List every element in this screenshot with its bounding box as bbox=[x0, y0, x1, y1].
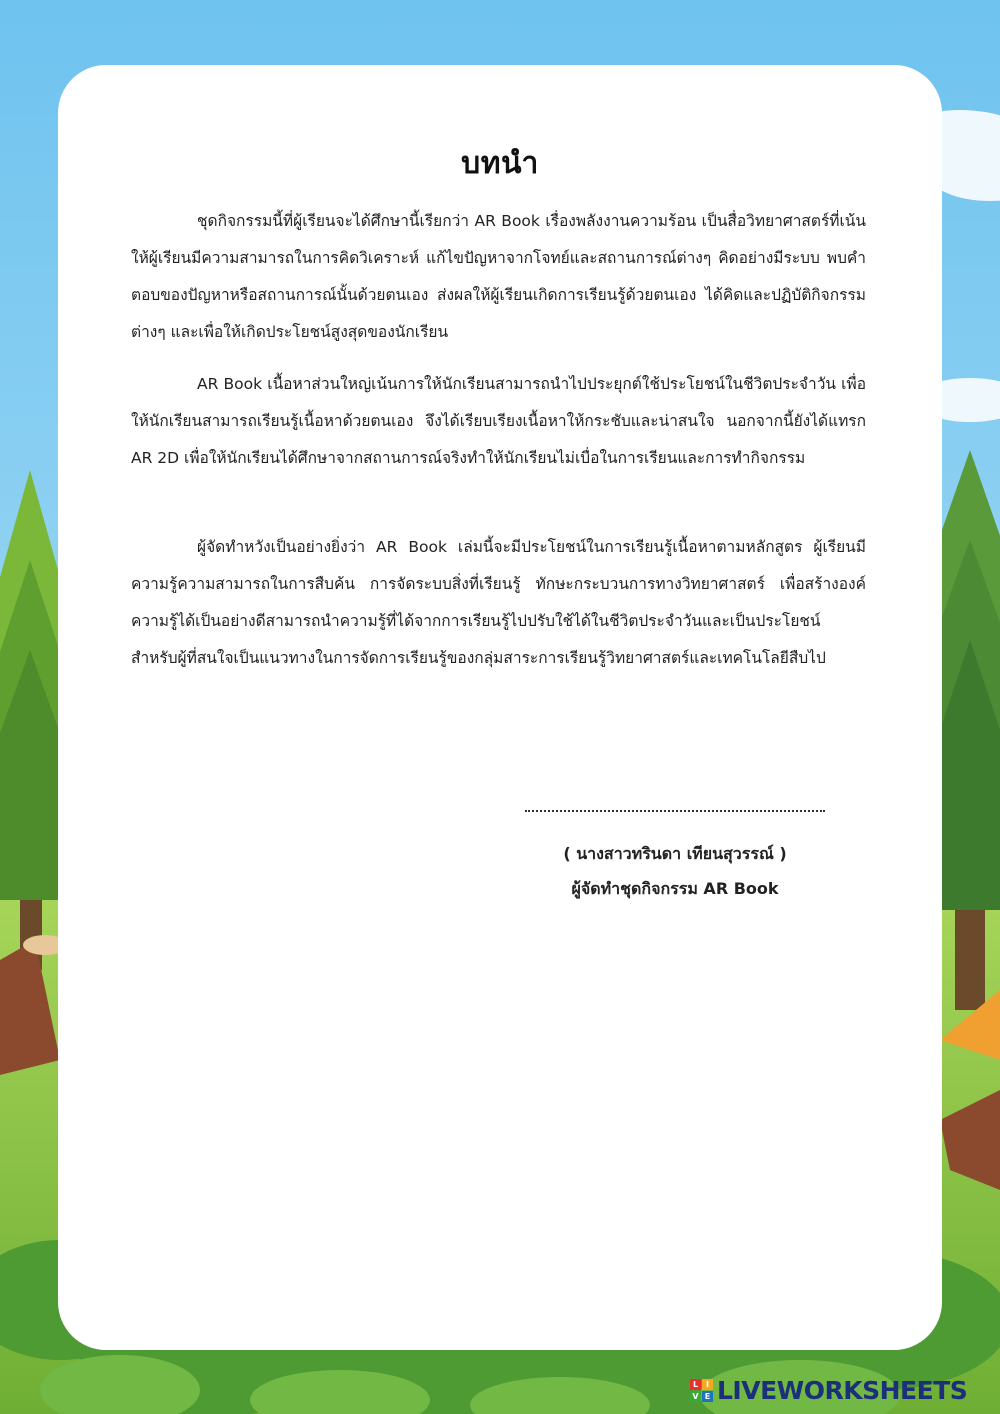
intro-paragraph-2: AR Book เนื้อหาส่วนใหญ่เน้นการให้นักเรียนสามารถนำไปประยุกต์ใช้ประโยชน์ในชีวิตประจำวัน เพื่อให้นักเรียนสามารถเรียนรู้เนื้อหาด้วยตนเอง จึงได้เรียบเรียงเนื้อหาให้กระชับและน่าสนใจ นอกจากนี้ยังได้แทรก AR 2D เพื่อให้นักเรียนได้ศึกษาจากสถานการณ์จริงทำให้นักเรียนไม่เบื่อในการเรียนและการทำกิจกรรม bbox=[131, 375, 866, 467]
intro-paragraph-3: ผู้จัดทำหวังเป็นอย่างยิ่งว่า AR Book เล่มนี้จะมีประโยชน์ในการเรียนรู้เนื้อหาตามหลักสูตร ผู้เรียนมีความรู้ความสามารถในการสืบค้น การจัดระบบสิ่งที่เรียนรู้ ทักษะกระบวนการทางวิทยาศาสตร์ เพื่อสร้างองค์ความรู้ได้เป็นอย่างดีสามารถนำความรู้ที่ได้จากการเรียนรู้ไปปรับใช้ได้ในชีวิตประจำวันและเป็นประโยชน์สำหรับผู้ที่สนใจเป็นแนวทางในการจัดการเรียนรู้ของกลุ่มสาระการเรียนรู้วิทยาศาสตร์และเทคโนโลยีสืบไป bbox=[131, 538, 866, 667]
signature-name: ( นางสาวทรินดา เทียนสุวรรณ์ ) bbox=[563, 844, 787, 863]
logo-letter: L bbox=[690, 1379, 701, 1390]
logo-letter: I bbox=[702, 1379, 713, 1390]
logo-letter: V bbox=[690, 1391, 701, 1402]
signature-line bbox=[525, 810, 825, 812]
watermark-text: LIVEWORKSHEETS bbox=[717, 1375, 968, 1405]
logo-letter: E bbox=[702, 1391, 713, 1402]
page-title: บทนำ bbox=[461, 146, 539, 181]
liveworksheets-watermark bbox=[690, 1372, 967, 1408]
intro-paragraph-1: ชุดกิจกรรมนี้ที่ผู้เรียนจะได้ศึกษานี้เรียกว่า AR Book เรื่องพลังงานความร้อน เป็นสื่อวิทยาศาสตร์ที่เน้นให้ผู้เรียนมีความสามารถในการคิดวิเคราะห์ แก้ไขปัญหาจากโจทย์และสถานการณ์ต่างๆ คิดอย่างมีระบบ พบคำตอบของปัญหาหรือสถานการณ์นั้นด้วยตนเอง ส่งผลให้ผู้เรียนเกิดการเรียนรู้ด้วยตนเอง ได้คิดและปฏิบัติกิจกรรมต่างๆ และเพื่อให้เกิดประโยชน์สูงสุดของนักเรียน bbox=[131, 212, 866, 341]
liveworksheets-logo-icon bbox=[690, 1379, 713, 1402]
signature-role: ผู้จัดทำชุดกิจกรรม AR Book bbox=[571, 879, 779, 898]
